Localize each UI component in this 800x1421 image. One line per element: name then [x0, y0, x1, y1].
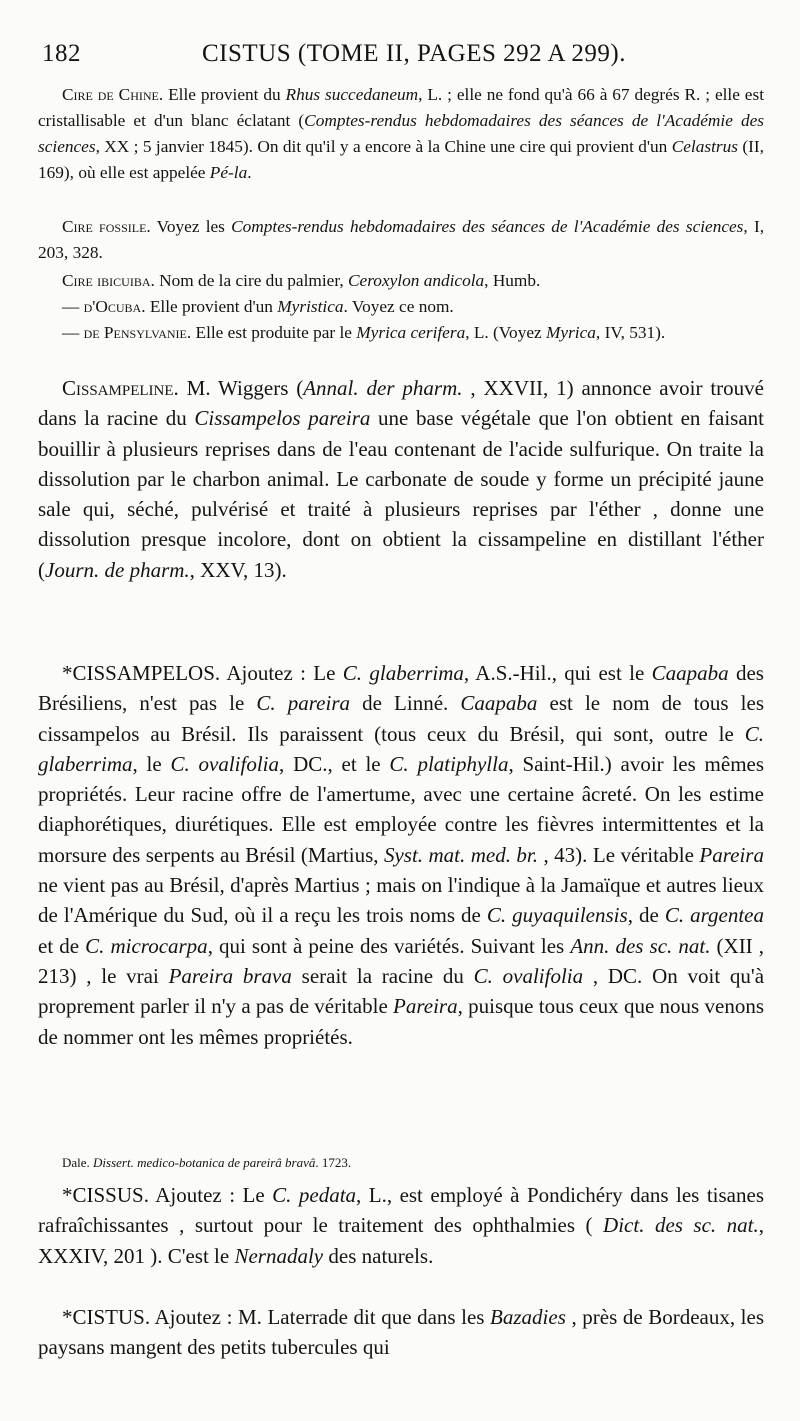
italic-term: Celastrus — [671, 137, 738, 156]
entry-heading: *CISSAMPELOS. — [62, 661, 221, 685]
entry-text: une base végétale que l'on obtient en faisant bouillir à plusieurs reprises dans de l'eau contenant de l'acide sulfurique. On traite la dissolution par le charbon animal. Le carbonate de soude y forme un précipité jaune sale qui, séché, pulvérisé et traité à plusieurs reprises par l'éther , donne une dissolution presque incolore, dont on obtient la cissampeline en distillant l'éther ( — [38, 406, 764, 582]
entry-heading: Cire fossile. — [62, 217, 151, 236]
entry-text: , de — [627, 903, 665, 928]
entry-text: , DC. On voit qu'à proprement parler il n'y a pas de véritable — [38, 963, 765, 1019]
entry-text: Elle provient d'un — [145, 297, 278, 316]
entry-cire-pensylvanie — [38, 320, 764, 346]
entry-text: , puisque tous ceux que nous venons de nommer ont les mêmes propriétés. — [38, 994, 764, 1049]
entry-text: Elle provient du — [163, 85, 286, 104]
italic-term: C. glaberrima — [342, 661, 464, 685]
italic-term: Myristica — [277, 297, 344, 316]
italic-term: C. ovalifolia — [170, 751, 280, 776]
dash: — — [62, 297, 84, 316]
italic-reference: Annal. der pharm. — [303, 376, 463, 400]
entry-heading: d'Ocuba. — [83, 297, 146, 316]
entry-heading: Cire ibicuiba. — [62, 271, 155, 290]
entry-text: Voyez les — [150, 217, 232, 236]
italic-term: Pé-la — [209, 163, 248, 182]
italic-term: C. pedata — [272, 1183, 357, 1207]
italic-term: Pareira — [393, 994, 458, 1019]
entry-text: , qui sont à peine des variétés. Suivant les — [207, 933, 571, 958]
entry-cissampeline — [38, 373, 764, 585]
entry-text: , Saint-Hil.) avoir les mêmes propriétés. Leur racine offre de l'amertume, avec une certaine âcreté. On les estime diaphorétiques, diurétiques. Elle est employée contre les fièvres intermittentes et la morsure des serpents au Brésil (Martius, — [38, 751, 765, 867]
entry-text: , L., est employé à Pondichéry dans les tisanes rafraîchissantes , surtout pour le traitement des ophthalmies ( — [38, 1183, 764, 1238]
entry-text: et de — [38, 933, 86, 958]
page-number: 182 — [42, 40, 81, 67]
entry-text: . Voyez ce nom. — [343, 297, 454, 316]
entry-text: M. Wiggers ( — [178, 376, 304, 400]
entry-text: Ajoutez : Le — [220, 661, 343, 685]
bibliographic-note — [38, 1154, 764, 1172]
entry-text: Ajoutez : M. Laterrade dit que dans les — [150, 1305, 491, 1329]
italic-term: C. argentea — [664, 903, 765, 928]
entry-text: est le nom de tous les cissampelos au Brésil. Ils paraissent (tous ceux du Brésil, qui sont, outre le — [38, 691, 765, 746]
italic-term: C. glaberrima — [38, 721, 764, 776]
entry-text: des naturels. — [323, 1243, 434, 1268]
italic-reference: Ann. des sc. nat. — [570, 933, 711, 958]
entry-text: , le — [132, 751, 171, 776]
italic-term: Myrica cerifera — [356, 323, 466, 342]
entry-heading: de Pensylvanie. — [83, 323, 192, 342]
italic-term: C. microcarpa — [85, 933, 208, 958]
entry-text: (XII , 213) , le vrai — [38, 933, 765, 988]
page-header — [28, 40, 768, 80]
entry-text: , DC., et le — [279, 751, 390, 776]
entry-text: Nom de la cire du palmier, — [154, 271, 349, 290]
entry-cistus — [38, 1302, 764, 1363]
running-title: CISTUS (TOME II, PAGES 292 A 299). — [202, 40, 626, 67]
entry-text: , XXV, 13). — [189, 557, 287, 582]
italic-term: C. guyaquilensis — [486, 903, 628, 928]
italic-term: Nernadaly — [234, 1243, 324, 1268]
italic-term: C. ovalifolia — [473, 963, 584, 988]
entry-cissampelos — [38, 658, 764, 1052]
entry-heading: *CISSUS. — [62, 1183, 149, 1207]
italic-reference: Comptes-rendus hebdomadaires des séances de l'Académie des sciences — [231, 217, 744, 236]
entry-text: . — [247, 163, 252, 182]
italic-term: Pareira — [699, 842, 764, 867]
entry-cire-ocuba — [38, 294, 764, 320]
entry-cissus — [38, 1180, 764, 1271]
italic-term: Ceroxylon andicola — [348, 271, 485, 290]
entry-text: Ajoutez : Le — [148, 1183, 273, 1207]
entry-text: (II, 169), où elle est appelée — [38, 137, 764, 182]
entry-text: serait la racine du — [291, 963, 474, 988]
entry-text: , XXXIV, 201 ). C'est le — [38, 1213, 764, 1268]
entry-text: , Humb. — [484, 271, 541, 290]
entry-text: , 43). Le véritable — [538, 842, 700, 867]
entry-text: de Linné. — [350, 691, 461, 716]
italic-term: C. platiphylla — [389, 751, 509, 776]
note-text: . 1723. — [315, 1155, 352, 1170]
entry-heading: *CISTUS. — [62, 1305, 151, 1329]
entry-text: Elle est produite par le — [191, 323, 357, 342]
entry-text: , I, 203, 328. — [38, 217, 765, 262]
italic-reference: Dict. des sc. nat. — [603, 1213, 759, 1238]
entry-text: , L. (Voyez — [465, 323, 547, 342]
italic-reference: Comptes-rendus hebdomadaires des séances de l'Académie des sciences — [38, 111, 764, 156]
entry-cire-fossile — [38, 214, 764, 266]
italic-term: C. pareira — [256, 691, 351, 716]
entry-text: , près de Bordeaux, les paysans mangent des petits tubercules qui — [38, 1305, 764, 1360]
italic-term: Cissampelos pareira — [194, 406, 371, 431]
italic-term: Pareira brava — [168, 963, 292, 988]
italic-term: Caapaba — [651, 661, 729, 685]
entry-text: , A.S.-Hil., qui est le — [463, 661, 652, 685]
entry-text: des Brésiliens, n'est pas le — [38, 661, 764, 716]
entry-text: , IV, 531). — [595, 323, 666, 342]
entry-text: ne vient pas au Brésil, d'après Martius ; mais on l'indique à la Jamaïque et autres lieux de l'Amérique du Sud, où il a reçu les trois noms de — [38, 873, 764, 928]
entry-text: , L. ; elle ne fond qu'à 66 à 67 degrés R. ; elle est cristallisable et d'un blanc éclatant ( — [38, 85, 765, 130]
italic-term: Rhus succedaneum — [285, 85, 419, 104]
italic-reference: Dissert. medico-botanica de pareirâ bravâ — [93, 1155, 316, 1170]
entry-heading: Cire de Chine. — [62, 85, 164, 104]
italic-reference: Journ. de pharm. — [45, 557, 190, 582]
entry-text: , XX ; 5 janvier 1845). On dit qu'il y a encore à la Chine une cire qui provient d'un — [95, 137, 672, 156]
italic-term: Myrica — [546, 323, 596, 342]
italic-term: Caapaba — [460, 691, 538, 716]
entry-text: , XXVII, 1) annonce avoir trouvé dans la racine du — [38, 376, 764, 431]
entry-cire-ibicuiba — [38, 268, 764, 294]
entry-cire-de-chine — [38, 82, 764, 186]
dash: — — [62, 323, 84, 342]
italic-reference: Syst. mat. med. br. — [383, 842, 538, 867]
italic-term: Bazadies — [490, 1305, 566, 1329]
note-author: Dale. — [62, 1155, 94, 1170]
entry-heading: Cissampeline. — [62, 376, 179, 400]
